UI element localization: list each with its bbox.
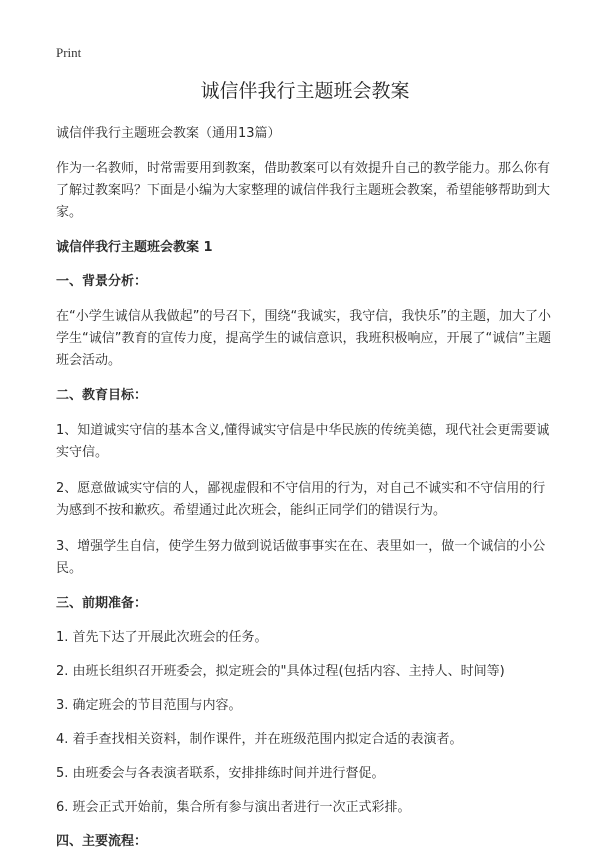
- flow-heading: 四、主要流程：: [56, 834, 148, 849]
- plan-heading: 诚信伴我行主题班会教案 1: [56, 240, 213, 255]
- preparation-heading: 三、前期准备：: [56, 596, 148, 611]
- goals-heading: 二、教育目标：: [56, 388, 148, 403]
- print-label: Print: [56, 45, 82, 60]
- preparation-item: 2. 由班长组织召开班委会，拟定班会的"具体过程(包括内容、主持人、时间等): [56, 664, 505, 679]
- background-text: 在“小学生诚信从我做起”的号召下，围绕“我诚实，我守信，我快乐”的主题，加大了小学生“诚信”教育的宣传力度，提高学生的诚信意识，我班积极响应，开展了“诚信”主题班会活动。: [56, 309, 551, 368]
- document-subtitle: 诚信伴我行主题班会教案（通用13篇）: [56, 126, 281, 141]
- goal-item: 3、增强学生自信，使学生努力做到说话做事事实在在、表里如一，做一个诚信的小公民。: [56, 539, 546, 576]
- preparation-item: 5. 由班委会与各表演者联系，安排排练时间并进行督促。: [56, 766, 385, 781]
- goal-item: 1、知道诚实守信的基本含义,懂得诚实守信是中华民族的传统美德，现代社会更需要诚实守信。: [56, 423, 550, 460]
- intro-paragraph: 作为一名教师，时常需要用到教案，借助教案可以有效提升自己的教学能力。那么你有了解过教案吗？下面是小编为大家整理的诚信伴我行主题班会教案，希望能够帮助到大家。: [56, 161, 551, 220]
- preparation-item: 1. 首先下达了开展此次班会的任务。: [56, 630, 268, 645]
- preparation-item: 6. 班会正式开始前，集合所有参与演出者进行一次正式彩排。: [56, 800, 411, 815]
- document-title: 诚信伴我行主题班会教案: [200, 80, 410, 102]
- preparation-item: 4. 着手查找相关资料，制作课件，并在班级范围内拟定合适的表演者。: [56, 732, 463, 747]
- preparation-item: 3. 确定班会的节目范围与内容。: [56, 698, 242, 713]
- goal-item: 2、愿意做诚实守信的人，鄙视虚假和不守信用的行为，对自己不诚实和不守信用的行为感到不按和歉疚。希望通过此次班会，能纠正同学们的错误行为。: [56, 481, 546, 518]
- background-heading: 一、背景分析：: [56, 274, 148, 289]
